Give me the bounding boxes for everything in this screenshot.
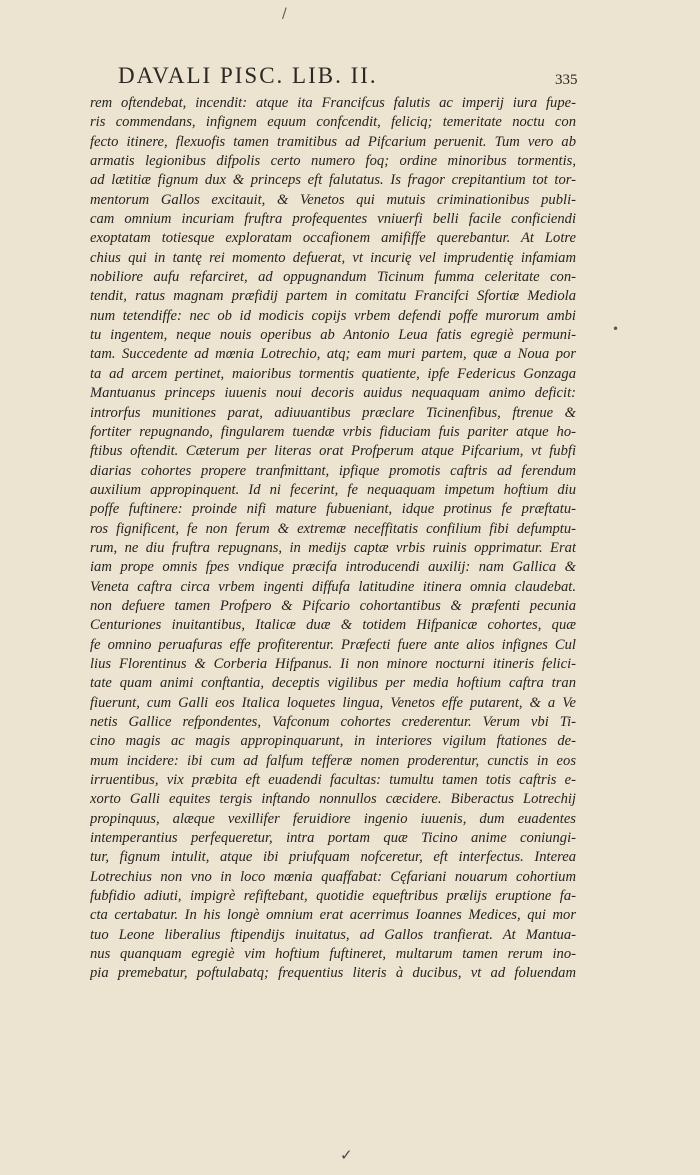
text-line: poffe fuftinere: proinde nifi mature fubueniant, idque protinus fe præftatu-: [90, 501, 576, 518]
text-line: num tetendiffe: nec ob id modicis copijs vrbem defendi poffe murorum ambi: [90, 307, 576, 324]
text-line: fecto itinere, flexuofis tamen tramitibus ad Pifcarium peruenit. Tum vero ab: [90, 133, 576, 150]
text-line: iam prope omnis fpes vndique præcifa introducendi auxilij: nam Gallica &: [90, 559, 576, 576]
text-line: non defuere tamen Profpero & Pifcario cohortantibus & præfenti pecunia: [90, 597, 576, 614]
text-line: introrfus munitiones parat, adiuuantibus præclare Ticinenfibus, ftrenue &: [90, 404, 576, 421]
text-line: diarias cohortes propere tranfmittant, ipfique promotis caftris ad ferendum: [90, 462, 576, 479]
margin-dot-mark: •: [612, 322, 620, 336]
text-line: intemperantius perfequeretur, intra portam quæ Ticino anime coniungi-: [90, 830, 576, 847]
text-line: tur, fignum intulit, atque ibi priufquam nofceretur, eft interfectus. Interea: [90, 849, 576, 866]
text-line: mentorum Gallos excitauit, & Venetos qui mutuis criminationibus publi-: [90, 191, 576, 208]
text-line: nobiliore aufu refarciret, ad oppugnandum Ticinum fumma celeritate con-: [90, 269, 576, 286]
text-line: tuo Leone liberalius ftipendijs inuitatus, ad Gallos tranfierat. At Mantua-: [90, 926, 576, 943]
text-line: ad lætitiæ fignum dux & princeps eft falutatus. Is fragor crepitantium tot tor-: [90, 172, 576, 189]
text-line: auxilium appropinquent. Id ni fecerint, fe nequaquam impetum hoftium diu: [90, 481, 576, 498]
text-line: armatis legionibus difpolis certo numero foq; ordine minoribus tormentis,: [90, 153, 576, 170]
bottom-pen-mark: ✓: [340, 1146, 353, 1164]
text-line: propinquus, alæque vexillifer feruidiore ingenio iuuenis, dum euadentes: [90, 810, 576, 827]
text-line: tate quam animi conftantia, deceptis vigilibus per media hoftium caftra tran: [90, 675, 576, 692]
text-line: tam. Succedente ad mœnia Lotrechio, atq; eam muri partem, quæ a Noua por: [90, 346, 576, 363]
text-line: exoptatam totiesque exploratam occafionem amififfe querebantur. At Lotre: [90, 230, 576, 247]
text-line: cam omnium incuriam fruftra profequentes vniuerfi belli facile conficiendi: [90, 211, 576, 228]
top-pen-mark: /: [282, 6, 287, 22]
text-line: cta certabatur. In his longè omnium erat acerrimus Ioannes Medices, qui mor: [90, 907, 576, 924]
text-line: cino magis ac magis appropinquarunt, in interiores vigilum ftationes de-: [90, 733, 576, 750]
text-line: Mantuanus princeps iuuenis noui decoris auidus nequaquam animo deficit:: [90, 385, 576, 402]
text-line: xorto Galli equites tergis inftando nonnullos cæcidere. Biberactus Lotrechij: [90, 791, 576, 808]
text-line: fe omnino peruafuras effe profiterentur. Præfecti fuere ante alios infignes Cul: [90, 636, 576, 653]
text-line: rum, ne diu fruftra repugnans, in medijs captæ vrbis ruinis opprimatur. Erat: [90, 539, 576, 556]
text-line: mum incidere: ibi cum ad falfum tefferæ nomen proderentur, cunctis in eos: [90, 752, 576, 769]
body-text: [90, 94, 576, 984]
text-line: pia premebatur, poftulabatq; frequentius literis à ducibus, vt ad foluendam: [90, 965, 576, 982]
text-line: lius Florentinus & Corberia Hifpanus. Ii non minore nocturni itineris felici-: [90, 655, 576, 672]
text-line: ta ad arcem pertinet, maioribus tormentis quatiente, ipfe Federicus Gonzaga: [90, 365, 576, 382]
text-line: Centuriones inuitantibus, Italicæ duæ & totidem Hifpanicæ cohortes, quæ: [90, 617, 576, 634]
text-line: tu ingentem, neque nouis operibus ab Antonio Leua fatis egregiè permuni-: [90, 327, 576, 344]
text-line: Veneta caftra circa vrbem ingenti diffufa latitudine itinera omnia claudebat.: [90, 578, 576, 595]
text-line: ftibus oftendit. Cæterum per literas orat Profperum atque Pifcarium, vt fubfi: [90, 443, 576, 460]
text-line: tendit, ratus magnam præfidij partem in comitatu Francifci Sfortiæ Mediola: [90, 288, 576, 305]
text-line: chius qui in tantę rei momento defuerat, vt incurię vel imprudentię infamiam: [90, 249, 576, 266]
text-line: fubfidio adiuti, impigrè refiftebant, quotidie equeftribus prælijs eruptione fa-: [90, 888, 576, 905]
text-line: fiuerunt, cum Galli eos Italica loquetes lingua, Venetos effe putarent, & a Ve: [90, 694, 576, 711]
text-line: nus quanquam egregiè vim hoftium fuftineret, multarum tamen rerum ino-: [90, 946, 576, 963]
running-head: DAVALI PISC. LIB. II.: [118, 63, 378, 88]
text-line: netis Gallice refpondentes, Vafconum cohortes crederentur. Verum vbi Ti-: [90, 714, 576, 730]
text-line: rem oftendebat, incendit: atque ita Francifcus falutis ac imperij iura fupe-: [90, 95, 576, 111]
text-line: Lotrechius non vno in loco mœnia quaffabat: Cęfariani nouarum cohortium: [90, 868, 576, 885]
page-number: 335: [555, 72, 578, 88]
text-line: ris commendans, infignem equum confcendit, feliciq; temeritate noctu con: [90, 114, 576, 131]
text-line: ros fignificent, fe non ferum & extremæ neceffitatis confilium fibi defumptu-: [90, 520, 576, 537]
text-line: irruentibus, vix præbita eft euadendi facultas: tumultu tamen totis caftris e-: [90, 772, 576, 789]
text-line: fortiter repugnando, fingularem tuendæ vrbis fiduciam fuis pariter atque ho-: [90, 423, 576, 440]
